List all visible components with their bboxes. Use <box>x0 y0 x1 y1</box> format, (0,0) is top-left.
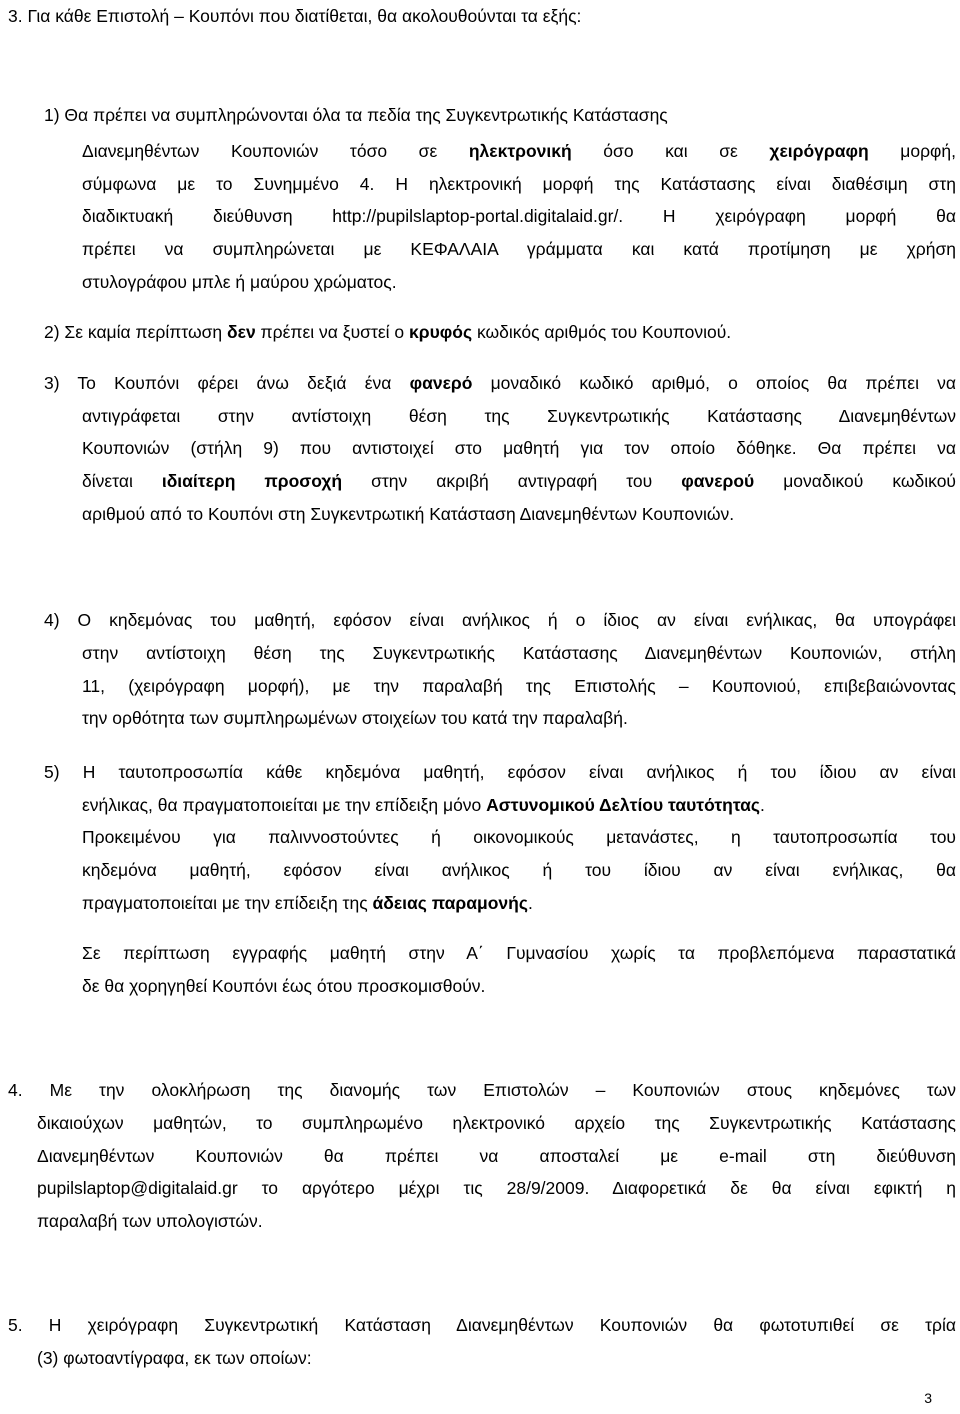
item-1-line-1: 1) Θα πρέπει να συμπληρώνονται όλα τα πεδία της Συγκεντρωτικής Κατάστασης <box>44 105 668 125</box>
item-1-line-3: σύμφωνα με το Συνημμένο 4. Η ηλεκτρονική μορφή της Κατάστασης είναι διαθέσιμη στη <box>82 174 956 194</box>
item-2: 2) Σε καμία περίπτωση δεν πρέπει να ξυστεί ο κρυφός κωδικός αριθμός του Κουπονιού. <box>44 322 732 342</box>
item-4-line-1: 4) Ο κηδεμόνας του μαθητή, εφόσον είναι ανήλικος ή ο ίδιος αν είναι ενήλικας, θα υπογράφει <box>44 610 956 630</box>
item-3-line-5: αριθμού από το Κουπόνι στη Συγκεντρωτική Κατάσταση Διανεμηθέντων Κουπονιών. <box>82 504 735 524</box>
item-5-line-1: 5) Η ταυτοπροσωπία κάθε κηδεμόνα μαθητή, εφόσον είναι ανήλικος ή του ίδιου αν είναι <box>44 762 956 782</box>
section-3-heading: 3. Για κάθε Επιστολή – Κουπόνι που διατίθεται, θα ακολουθούνται τα εξής: <box>8 6 582 26</box>
section-4-line-2: δικαιούχων μαθητών, το συμπληρωμένο ηλεκτρονικό αρχείο της Συγκεντρωτικής Κατάστασης <box>37 1113 956 1133</box>
item-1-line-5: πρέπει να συμπληρώνεται με ΚΕΦΑΛΑΙΑ γράμματα και κατά προτίμηση με χρήση <box>82 239 956 259</box>
section-4-line-4: pupilslaptop@digitalaid.gr το αργότερο μέχρι τις 28/9/2009. Διαφορετικά δε θα είναι εφικτή η <box>37 1178 956 1198</box>
item-5-line-4: κηδεμόνα μαθητή, εφόσον είναι ανήλικος ή του ίδιου αν είναι ενήλικας, θα <box>82 860 956 880</box>
section-5-line-2: (3) φωτοαντίγραφα, εκ των οποίων: <box>37 1348 312 1368</box>
section-4-line-5: παραλαβή των υπολογιστών. <box>37 1211 263 1231</box>
section-5-line-1: 5. Η χειρόγραφη Συγκεντρωτική Κατάσταση Διανεμηθέντων Κουπονιών θα φωτοτυπιθεί σε τρία <box>8 1315 956 1335</box>
item-4-line-4: την ορθότητα των συμπληρωμένων στοιχείων του κατά την παραλαβή. <box>82 708 628 728</box>
item-5-line-5: πραγματοποιείται με την επίδειξη της άδειας παραμονής. <box>82 893 533 913</box>
section-4-line-3: Διανεμηθέντων Κουπονιών θα πρέπει να αποσταλεί με e-mail στη διεύθυνση <box>37 1146 956 1166</box>
item-1-line-6: στυλογράφου μπλε ή μαύρου χρώματος. <box>82 272 397 292</box>
item-5-line-3: Προκειμένου για παλιννοστούντες ή οικονομικούς μετανάστες, η ταυτοπροσωπία του <box>82 827 956 847</box>
item-5-note-line-1: Σε περίπτωση εγγραφής μαθητή στην Α΄ Γυμνασίου χωρίς τα προβλεπόμενα παραστατικά <box>82 943 956 963</box>
item-3-line-3: Κουπονιών (στήλη 9) που αντιστοιχεί στο μαθητή για τον οποίο δόθηκε. Θα πρέπει να <box>82 438 956 458</box>
item-4-line-3: 11, (χειρόγραφη μορφή), με την παραλαβή της Επιστολής – Κουπονιού, επιβεβαιώνοντας <box>82 676 956 696</box>
item-3-line-4: δίνεται ιδιαίτερη προσοχή στην ακριβή αντιγραφή του φανερού μοναδικού κωδικού <box>82 471 956 491</box>
item-5-line-2: ενήλικας, θα πραγματοποιείται με την επίδειξη μόνο Αστυνομικού Δελτίου ταυτότητας. <box>82 795 765 815</box>
section-4-line-1: 4. Με την ολοκλήρωση της διανομής των Επιστολών – Κουπονιών στους κηδεμόνες των <box>8 1080 956 1100</box>
item-1-line-4: διαδικτυακή διεύθυνση http://pupilslaptop-portal.digitalaid.gr/. Η χειρόγραφη μορφή θα <box>82 206 956 226</box>
item-4-line-2: στην αντίστοιχη θέση της Συγκεντρωτικής Κατάστασης Διανεμηθέντων Κουπονιών, στήλη <box>82 643 956 663</box>
item-1-line-2: Διανεμηθέντων Κουπονιών τόσο σε ηλεκτρονική όσο και σε χειρόγραφη μορφή, <box>82 141 956 161</box>
page-number: 3 <box>924 1390 932 1406</box>
item-5-note-line-2: δε θα χορηγηθεί Κουπόνι έως ότου προσκομισθούν. <box>82 976 486 996</box>
item-3-line-2: αντιγράφεται στην αντίστοιχη θέση της Συγκεντρωτικής Κατάστασης Διανεμηθέντων <box>82 406 956 426</box>
item-3-line-1: 3) Το Κουπόνι φέρει άνω δεξιά ένα φανερό μοναδικό κωδικό αριθμό, ο οποίος θα πρέπει να <box>44 373 956 393</box>
